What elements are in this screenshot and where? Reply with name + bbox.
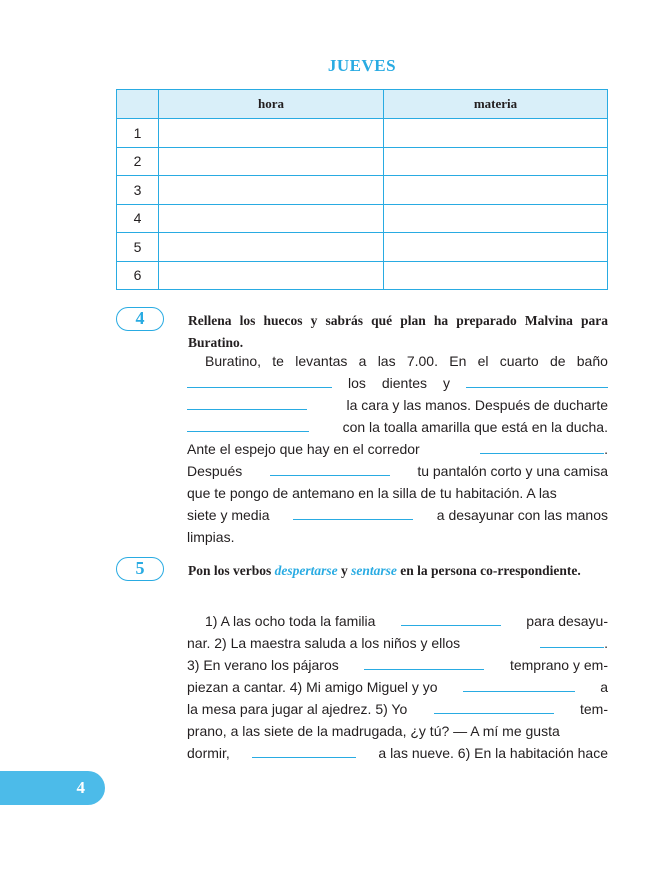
ex5-line-7: dormir, a las nueve. 6) En la habitación hace — [187, 745, 608, 761]
answer-blank[interactable] — [187, 418, 309, 432]
table-row — [117, 119, 608, 148]
exercise-4-instruction: Rellena los huecos y sabrás qué plan ha preparado Malvina para Buratino. — [188, 313, 608, 350]
page-number-tab: 4 — [0, 771, 105, 805]
ex5-line-2: nar. 2) La maestra saluda a los niños y ellos . — [187, 635, 608, 651]
ex4-line-5: Ante el espejo que hay en el corredor . — [187, 441, 608, 457]
table-row — [117, 147, 608, 176]
ex5-line-6: prano, a las siete de la madrugada, ¿y tú? — A mí me gusta — [187, 723, 560, 739]
ex4-line-3: la cara y las manos. Después de ducharte — [187, 394, 608, 416]
answer-blank[interactable] — [187, 374, 332, 388]
verb-sentarse: sentarse — [351, 563, 397, 578]
answer-blank[interactable] — [401, 612, 501, 626]
ex4-line-9: limpias. — [187, 529, 235, 545]
hora-cell[interactable] — [159, 233, 384, 262]
answer-blank[interactable] — [466, 374, 608, 388]
header-hora: hora — [159, 90, 384, 119]
table-row — [117, 176, 608, 205]
exercise-5-instruction: Pon los verbos despertarse y sentarse en la persona co-rrespondiente. — [188, 563, 581, 578]
materia-cell[interactable] — [384, 119, 608, 148]
ex4-line-7: que te pongo de antemano en la silla de tu habitación. A las — [187, 485, 557, 501]
ex5-line-3: 3) En verano los pájaros temprano y em- — [187, 657, 608, 673]
schedule-title: JUEVES — [327, 56, 397, 75]
table-row — [117, 261, 608, 290]
hora-cell[interactable] — [159, 176, 384, 205]
materia-cell[interactable] — [384, 233, 608, 262]
ex4-line-2: los dientes y — [187, 372, 608, 394]
answer-blank[interactable] — [364, 656, 484, 670]
row-number: 4 — [117, 204, 159, 233]
materia-cell[interactable] — [384, 261, 608, 290]
answer-blank[interactable] — [187, 396, 307, 410]
row-number: 3 — [117, 176, 159, 205]
ex4-line-1: Buratino, te levantas a las 7.00. En el cuarto de baño — [205, 353, 608, 369]
ex4-line-8: siete y media a desayunar con las manos — [187, 507, 608, 523]
header-materia: materia — [384, 90, 608, 119]
hora-cell[interactable] — [159, 261, 384, 290]
hora-cell[interactable] — [159, 204, 384, 233]
row-number: 1 — [117, 119, 159, 148]
answer-blank[interactable] — [434, 700, 554, 714]
row-number: 5 — [117, 233, 159, 262]
answer-blank[interactable] — [480, 440, 604, 454]
ex5-line-5: la mesa para jugar al ajedrez. 5) Yo tem- — [187, 701, 608, 717]
exercise-4-badge: 4 — [116, 307, 164, 331]
ex4-line-4: con la toalla amarilla que está en la ducha. — [187, 416, 608, 438]
table-header-row — [117, 90, 608, 119]
header-empty — [117, 90, 159, 119]
row-number: 6 — [117, 261, 159, 290]
answer-blank[interactable] — [293, 506, 413, 520]
verb-despertarse: despertarse — [274, 563, 338, 578]
hora-cell[interactable] — [159, 147, 384, 176]
materia-cell[interactable] — [384, 204, 608, 233]
materia-cell[interactable] — [384, 176, 608, 205]
row-number: 2 — [117, 147, 159, 176]
answer-blank[interactable] — [540, 634, 604, 648]
ex5-line-1: 1) A las ocho toda la familia para desayu- — [205, 613, 608, 629]
answer-blank[interactable] — [270, 462, 390, 476]
hora-cell[interactable] — [159, 119, 384, 148]
materia-cell[interactable] — [384, 147, 608, 176]
ex5-line-4: piezan a cantar. 4) Mi amigo Miguel y yo a — [187, 679, 608, 695]
schedule-table — [116, 89, 608, 290]
table-row — [117, 233, 608, 262]
answer-blank[interactable] — [252, 744, 356, 758]
answer-blank[interactable] — [463, 678, 575, 692]
ex4-line-6: Después tu pantalón corto y una camisa — [187, 463, 608, 479]
exercise-5-badge: 5 — [116, 557, 164, 581]
table-row — [117, 204, 608, 233]
